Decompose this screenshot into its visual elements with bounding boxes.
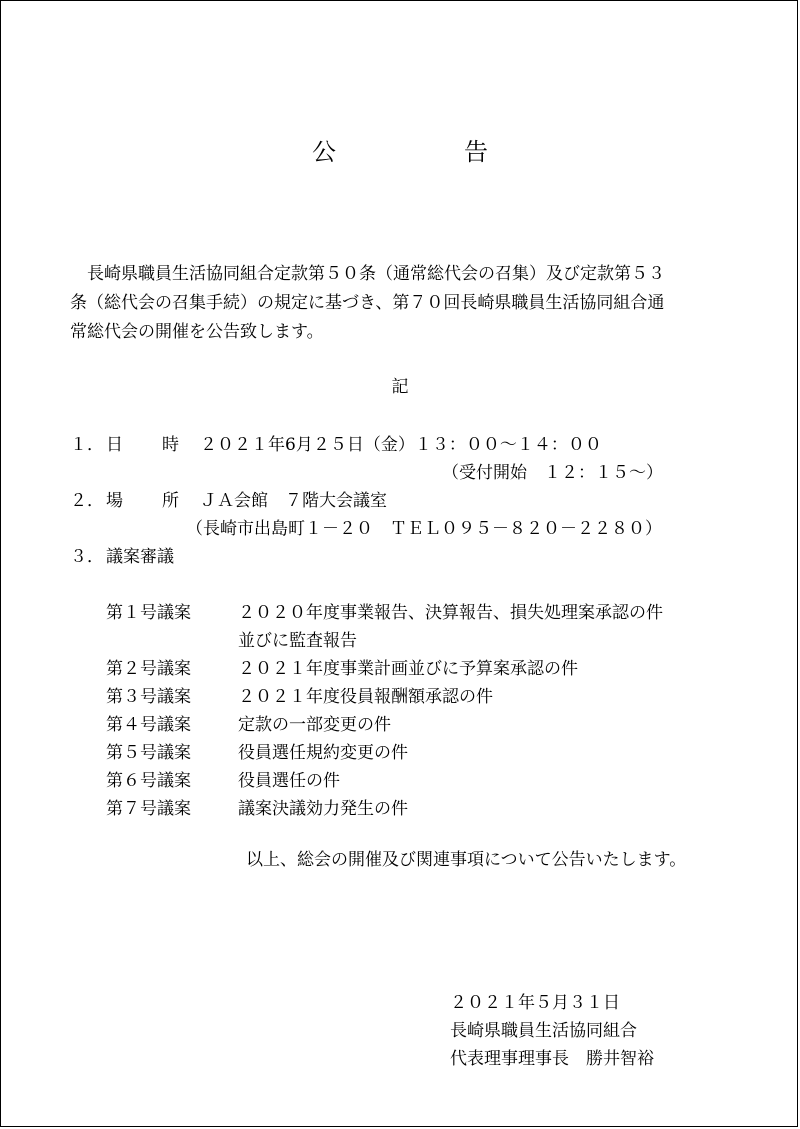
date-label-a: 日 bbox=[106, 435, 123, 455]
intro-line: 常総代会の開催を公告致します。 bbox=[70, 322, 324, 342]
signature-date: ２０２１年５月３１日 bbox=[450, 993, 620, 1013]
agenda-item-text-cont: 並びに監査報告 bbox=[238, 631, 357, 651]
date-number: １． bbox=[70, 435, 104, 455]
reception-time: （受付開始 １２：１５～） bbox=[442, 463, 663, 483]
intro-paragraph bbox=[70, 260, 730, 347]
date-label-b: 時 bbox=[162, 435, 179, 455]
agenda-item-text: ２０２１年度事業計画並びに予算案承認の件 bbox=[238, 659, 578, 679]
agenda-label: 議案審議 bbox=[106, 547, 174, 567]
agenda-item-text: 役員選任規約変更の件 bbox=[238, 743, 408, 763]
agenda-item-text: 議案決議効力発生の件 bbox=[238, 799, 408, 819]
ki-heading: 記 bbox=[391, 377, 409, 397]
closing-statement: 以上、総会の開催及び関連事項について公告いたします。 bbox=[246, 850, 687, 870]
agenda-item-text: ２０２０年度事業報告、決算報告、損失処理案承認の件 bbox=[238, 603, 663, 623]
agenda-item-number: 第２号議案 bbox=[106, 659, 191, 679]
agenda-item-text: 役員選任の件 bbox=[238, 771, 340, 791]
agenda-item-number: 第６号議案 bbox=[106, 771, 191, 791]
intro-line: 条（総代会の召集手続）の規定に基づき、第７０回長崎県職員生活協同組合通 bbox=[70, 293, 665, 313]
date-value: ２０２１年6月２５日（金）１３：００～１４：００ bbox=[200, 435, 602, 455]
signature-organization: 長崎県職員生活協同組合 bbox=[450, 1021, 637, 1041]
agenda-item-number: 第４号議案 bbox=[106, 715, 191, 735]
place-value: ＪＡ会館 ７階大会議室 bbox=[200, 491, 387, 511]
place-address: （長崎市出島町１－２０ ＴＥＬ０９５－８２０－２２８０） bbox=[186, 519, 662, 539]
agenda-item-number: 第７号議案 bbox=[106, 799, 191, 819]
agenda-item-number: 第５号議案 bbox=[106, 743, 191, 763]
notice-title: 公 告 bbox=[312, 138, 540, 166]
place-label-b: 所 bbox=[162, 491, 179, 511]
signature-representative: 代表理事理事長 勝井智裕 bbox=[450, 1049, 654, 1069]
agenda-item-number: 第１号議案 bbox=[106, 603, 191, 623]
place-label-a: 場 bbox=[106, 491, 123, 511]
place-number: ２． bbox=[70, 491, 104, 511]
agenda-item-text: ２０２１年度役員報酬額承認の件 bbox=[238, 687, 493, 707]
intro-line: 長崎県職員生活協同組合定款第５０条（通常総代会の召集）及び定款第５３ bbox=[87, 264, 665, 284]
agenda-item-number: 第３号議案 bbox=[106, 687, 191, 707]
agenda-item-text: 定款の一部変更の件 bbox=[238, 715, 391, 735]
agenda-number: ３． bbox=[70, 547, 104, 567]
